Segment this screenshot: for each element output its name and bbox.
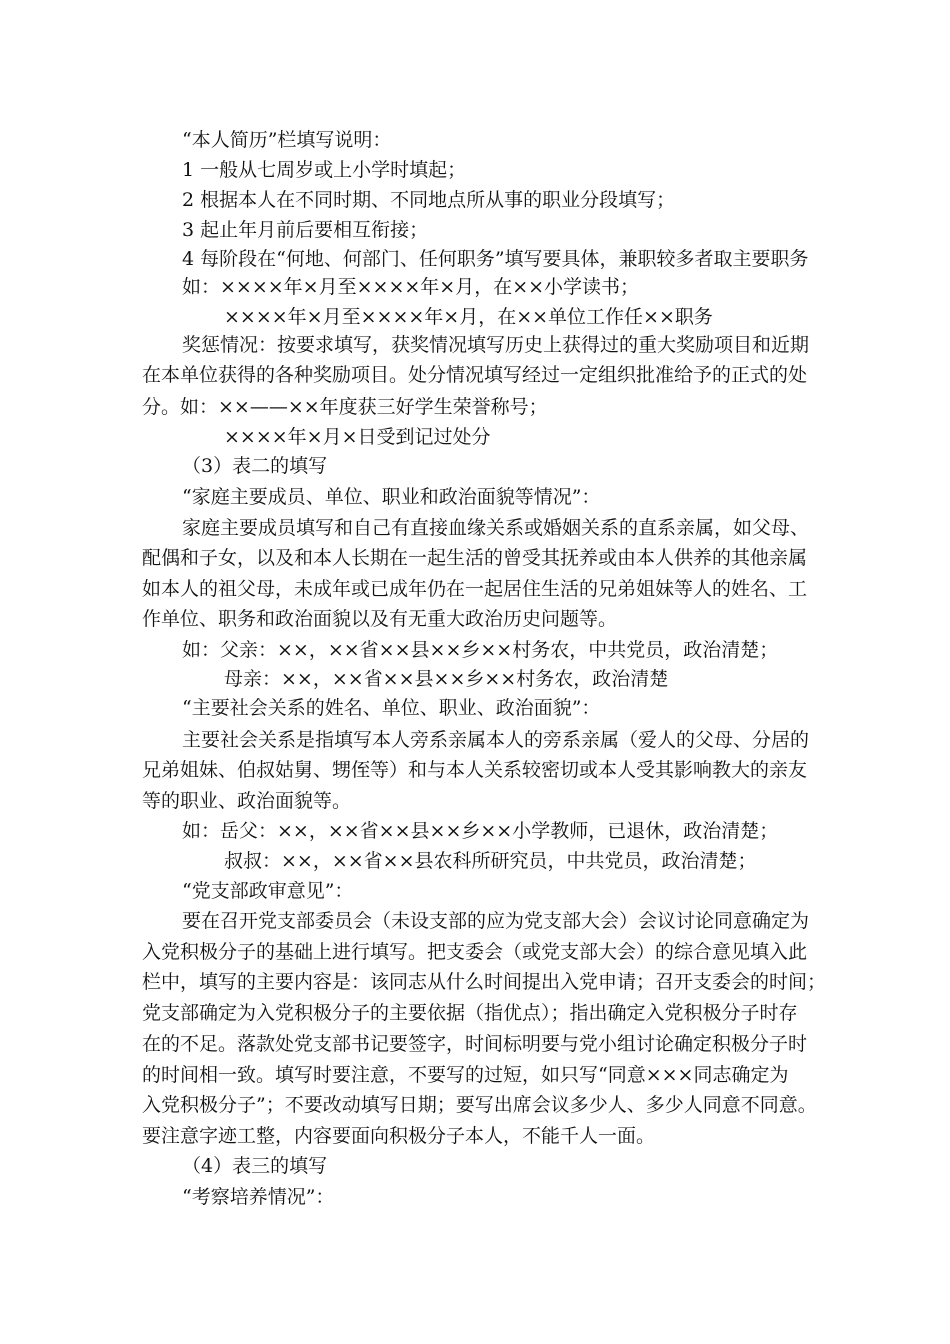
text-line: 作单位、职务和政治面貌以及有无重大政治历史问题等。 <box>142 608 618 630</box>
text-line: 入党积极分子的基础上进行填写。把支委会（或党支部大会）的综合意见填入此 <box>142 941 808 963</box>
text-line: 在的不足。落款处党支部书记要签字，时间标明要与党小组讨论确定积极分子时 <box>142 1033 808 1055</box>
text-line: 叔叔：××，××省××县农科所研究员，中共党员，政治清楚； <box>224 850 757 872</box>
text-line: “家庭主要成员、单位、职业和政治面貌等情况”： <box>182 486 601 508</box>
text-line: 2 根据本人在不同时期、不同地点所从事的职业分段填写； <box>182 189 676 211</box>
section-heading: （4）表三的填写 <box>182 1155 328 1177</box>
text-line: 如本人的祖父母，未成年或已成年仍在一起居住生活的兄弟姐妹等人的姓名、工 <box>142 578 808 600</box>
text-line: “本人简历”栏填写说明： <box>182 129 392 151</box>
text-line: 配偶和子女，以及和本人长期在一起生活的曾受其抚养或由本人供养的其他亲属 <box>142 547 808 569</box>
text-line: ××××年×月×日受到记过处分 <box>224 426 491 448</box>
text-line: 4 每阶段在“何地、何部门、任何职务”填写要具体，兼职较多者取主要职务 <box>182 248 809 270</box>
text-line: 分。如：××——××年度获三好学生荣誉称号； <box>142 396 548 418</box>
text-line: 如：岳父：××，××省××县××乡××小学教师，已退休，政治清楚； <box>182 820 779 842</box>
text-line: 在本单位获得的各种奖励项目。处分情况填写经过一定组织批准给予的正式的处 <box>142 364 808 386</box>
text-line: 党支部确定为入党积极分子的主要依据（指优点）；指出确定入党积极分子时存 <box>142 1002 798 1024</box>
text-line: ××××年×月至××××年×月，在××单位工作任××职务 <box>224 306 713 328</box>
text-line: 等的职业、政治面貌等。 <box>142 790 352 812</box>
text-line: 要在召开党支部委员会（未设支部的应为党支部大会）会议讨论同意确定为 <box>182 910 810 932</box>
text-line: 3 起止年月前后要相互衔接； <box>182 219 429 241</box>
text-line: 如：××××年×月至××××年×月，在××小学读书； <box>182 276 640 298</box>
text-line: 如：父亲：××，××省××县××乡××村务农，中共党员，政治清楚； <box>182 639 779 661</box>
text-line: 栏中，填写的主要内容是：该同志从什么时间提出入党申请；召开支委会的时间； <box>142 971 827 993</box>
text-line: 入党积极分子”；不要改动填写日期；要写出席会议多少人、多少人同意不同意。 <box>142 1094 817 1116</box>
text-line: 奖惩情况：按要求填写，获奖情况填写历史上获得过的重大奖励项目和近期 <box>182 334 810 356</box>
section-heading: （3）表二的填写 <box>182 455 328 477</box>
text-line: “主要社会关系的姓名、单位、职业、政治面貌”： <box>182 697 601 719</box>
text-line: 要注意字迹工整，内容要面向积极分子本人，不能千人一面。 <box>142 1125 656 1147</box>
text-line: “考察培养情况”： <box>182 1186 335 1208</box>
text-line: 主要社会关系是指填写本人旁系亲属本人的旁系亲属（爱人的父母、分居的 <box>182 729 810 751</box>
text-line: 1 一般从七周岁或上小学时填起； <box>182 159 467 181</box>
text-line: 母亲：××，××省××县××乡××村务农，政治清楚 <box>224 668 669 690</box>
text-line: “党支部政审意见”： <box>182 880 354 902</box>
text-line: 兄弟姐妹、伯叔姑舅、甥侄等）和与本人关系较密切或本人受其影响教大的亲友 <box>142 759 808 781</box>
text-line: 家庭主要成员填写和自己有直接血缘关系或婚姻关系的直系亲属，如父母、 <box>182 517 810 539</box>
text-line: 的时间相一致。填写时要注意，不要写的过短，如只写“同意×××同志确定为 <box>142 1064 789 1086</box>
